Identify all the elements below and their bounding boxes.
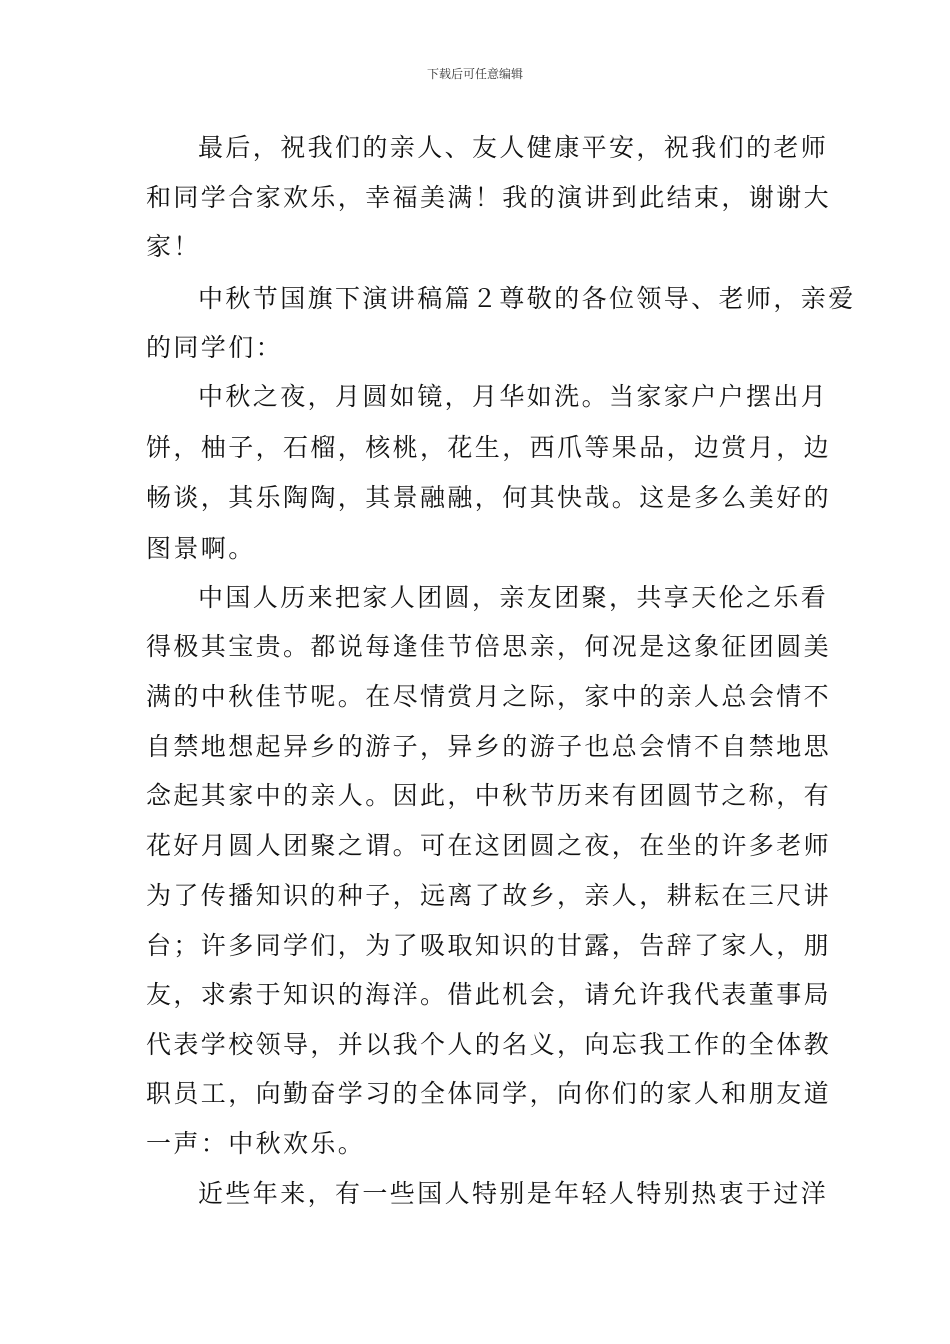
text-line: 的同学们： <box>146 333 284 362</box>
text-line: 念起其家中的亲人。因此，中秋节历来有团圆节之称，有 <box>146 781 832 810</box>
text-line: 中秋之夜，月圆如镜，月华如洗。当家家户户摆出月 <box>198 382 829 411</box>
text-line: 家！ <box>146 232 201 261</box>
text-line: 职员工，向勤奋学习的全体同学，向你们的家人和朋友道 <box>146 1079 832 1108</box>
text-line: 中秋节国旗下演讲稿篇２尊敬的各位领导、老师，亲爱 <box>198 284 856 313</box>
text-line: 台；许多同学们，为了吸取知识的甘露，告辞了家人，朋 <box>146 931 832 960</box>
text-line: 得极其宝贵。都说每逢佳节倍思亲，何况是这象征团圆美 <box>146 632 832 661</box>
text-line: 一声：中秋欢乐。 <box>146 1129 366 1158</box>
text-line: 中国人历来把家人团圆，亲友团聚，共享天伦之乐看 <box>198 583 829 612</box>
text-line: 自禁地想起异乡的游子，异乡的游子也总会情不自禁地思 <box>146 732 832 761</box>
text-line: 为了传播知识的种子，远离了故乡，亲人，耕耘在三尺讲 <box>146 881 832 910</box>
text-line: 图景啊。 <box>146 534 256 563</box>
text-line: 友，求索于知识的海洋。借此机会，请允许我代表董事局 <box>146 980 832 1009</box>
text-line: 花好月圆人团聚之谓。可在这团圆之夜，在坐的许多老师 <box>146 831 832 860</box>
text-line: 饼，柚子，石榴，核桃，花生，西爪等果品，边赏月，边 <box>146 433 832 462</box>
text-line: 畅谈，其乐陶陶，其景融融，何其快哉。这是多么美好的 <box>146 483 832 512</box>
page-header: 下载后可任意编辑 <box>426 67 523 81</box>
text-line: 代表学校领导，并以我个人的名义，向忘我工作的全体教 <box>146 1030 832 1059</box>
text-line: 和同学合家欢乐，幸福美满！我的演讲到此结束，谢谢大 <box>146 183 832 212</box>
text-line: 最后，祝我们的亲人、友人健康平安，祝我们的老师 <box>198 133 829 162</box>
text-line: 满的中秋佳节呢。在尽情赏月之际，家中的亲人总会情不 <box>146 682 832 711</box>
text-line: 近些年来，有一些国人特别是年轻人特别热衷于过洋 <box>198 1179 829 1208</box>
